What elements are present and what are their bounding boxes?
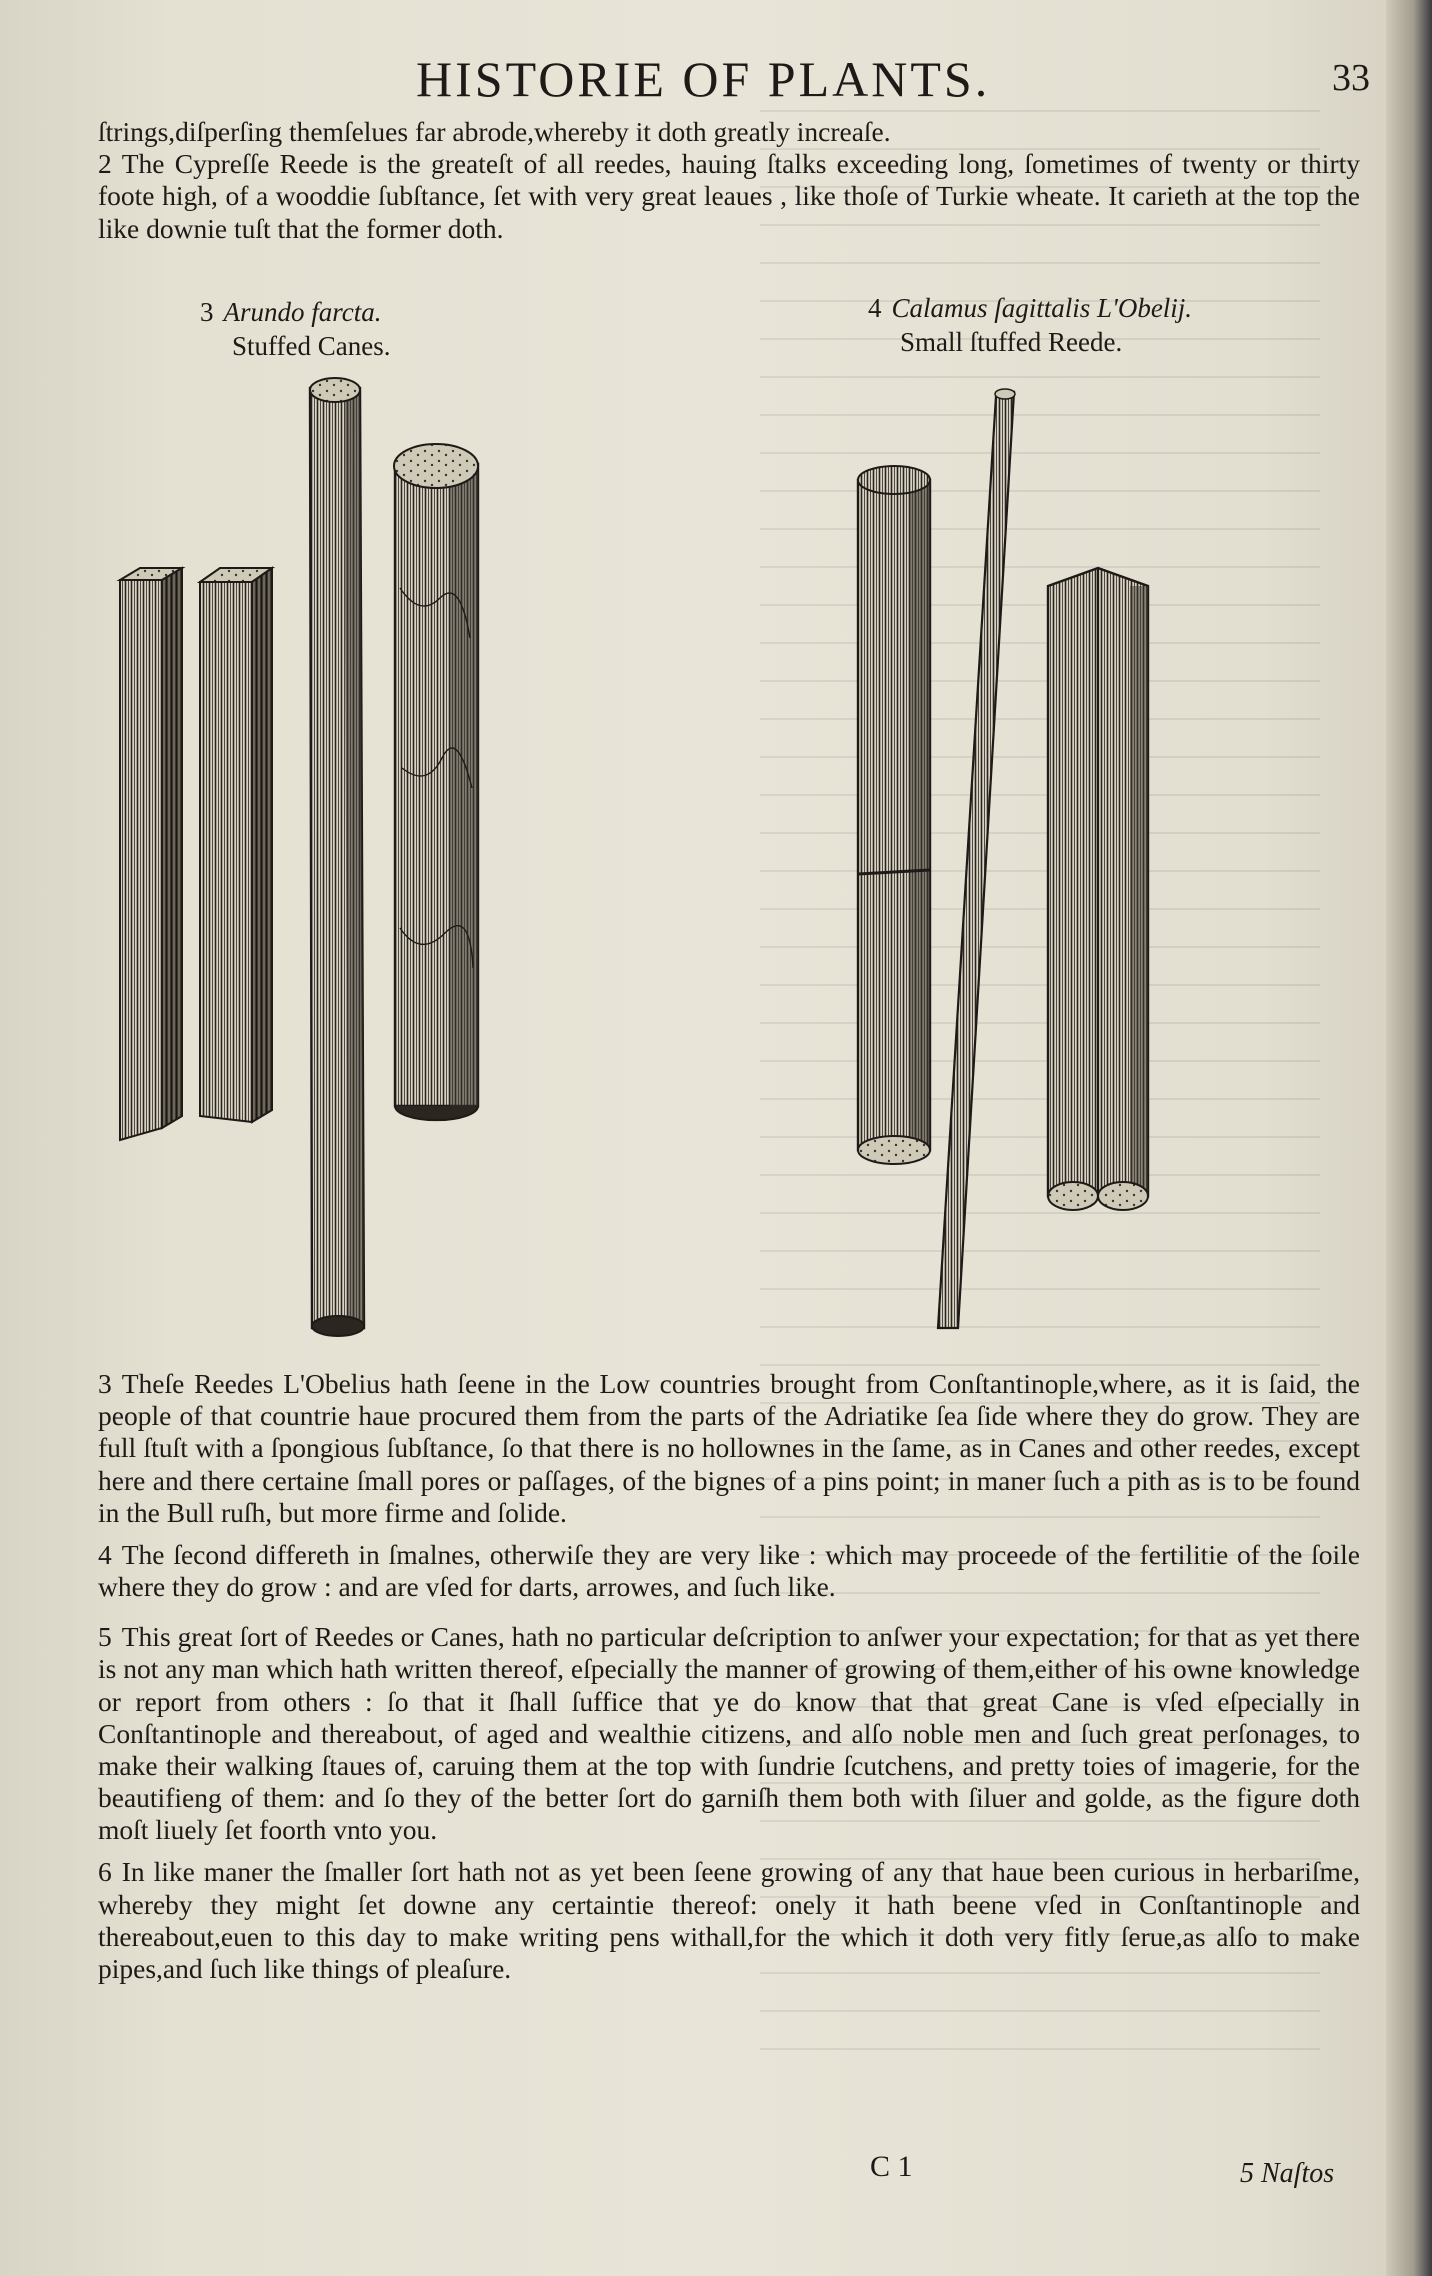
bottom-text [98,1368,1360,1995]
paragraph-continuation [98,116,1360,148]
paragraph-text: ſtrings,diſperſing themſelues far abrode,whereby it doth greatly increaſe. [98,116,891,147]
page-edge [1386,0,1432,2276]
paragraph-text: This great ſort of Reedes or Canes, hath no particular deſcription to anſwer your expectation; for that as yet there is not any man which hath written thereof, eſpecially the manner of growing of them,either of his owne knowledge or report from others : ſo that it ſhall ſuffice that ye do know that that great Cane is vſed eſpecially in Conſtantinople and thereabout, of aged and wealthie citizens, and alſo noble men and ſuch great perſonages, to make their walking ſtaues of, caruing them at the top with ſundrie ſcutchens, and pretty toies of imagerie, for the beautifieng of them: and ſo they of the better ſort do garniſh them both with ſiluer and golde, as the figure doth moſt liuely ſet foorth vnto you. [98,1621,1360,1846]
paragraph-number: 4 [98,1538,112,1570]
paragraph-number: 2 [98,148,112,180]
paragraph-5 [98,1621,1360,1846]
paragraph-3 [98,1368,1360,1529]
figure-number: 3 [200,297,214,327]
cut-stalk-left [120,568,182,1140]
figure-english-name: Stuffed Canes. [232,330,391,361]
top-text [98,116,1360,245]
paragraph-number: 6 [98,1856,112,1888]
figure-latin-name: Arundo farcta. [223,297,382,327]
running-title: HISTORIE OF PLANTS. [416,51,991,107]
stuffed-canes-woodcut [100,368,580,1348]
figure-caption-4 [868,292,1192,360]
signature-mark: C 1 [870,2150,913,2183]
paragraph-text: The ſecond differeth in ſmalnes, otherwiſe they are very like : which may proceede of the fertilitie of the ſoile where they do grow : and are vſed for darts, arrowes, and ſuch like. [98,1538,1360,1603]
thick-cane [394,444,478,1120]
paragraph-number: 3 [98,1368,112,1399]
paragraph-text: Theſe Reedes L'Obelius hath ſeene in the Low countries brought from Conſtantinople,where, as it is ſaid, the people of that countrie haue procured them from the parts of the Adriatike ſea ſide where they do grow. They are full ſtuſt with a ſpongious ſubſtance, ſo that there is no hollownes in the ſame, as in Canes and other reedes, except here and there certaine ſmall pores or paſſages, of the bignes of a pins point; in maner ſuch a pith as is to be found in the Bull ruſh, but more firme and ſolide. [98,1368,1360,1528]
paragraph-text: The Cypreſſe Reede is the greateſt of all reedes, hauing ſtalks exceeding long, ſometimes of twenty or thirty foote high, of a wooddie ſubſtance, ſet with very great leaues , like thoſe of Turkie wheate. It carieth at the top the like downie tuſt that the former doth. [98,148,1360,244]
split-cane [1048,568,1148,1210]
figure-english-name: Small ſtuffed Reede. [900,326,1123,357]
figure-number: 4 [868,293,882,323]
running-header [90,44,1370,114]
paragraph-4 [98,1539,1360,1603]
paragraph-text: In like maner the ſmaller ſort hath not as yet been ſeene growing of any that haue been curious in herbariſme, whereby they might ſet downe any certaintie thereof: onely it hath beene vſed in Conſtantinople and thereabout,euen to this day to make writing pens withall,for the which it doth very fitly ſerue,as alſo to make pipes,and ſuch like things of pleaſure. [98,1856,1360,1984]
figure-caption-3 [200,296,390,364]
paragraph-number: 5 [98,1621,112,1653]
catchword: 5 Naſtos [1240,2158,1335,2189]
small-stuffed-reede-woodcut [830,368,1250,1348]
tall-cane [310,378,364,1336]
slender-reede [938,389,1015,1328]
paragraph-6 [98,1856,1360,1985]
figure-latin-name: Calamus ſagittalis L'Obelij. [891,293,1193,323]
cut-stalk-middle [200,568,272,1122]
paragraph-2 [98,148,1360,245]
cane-segment [858,466,930,1164]
page-number: 33 [1332,57,1370,99]
